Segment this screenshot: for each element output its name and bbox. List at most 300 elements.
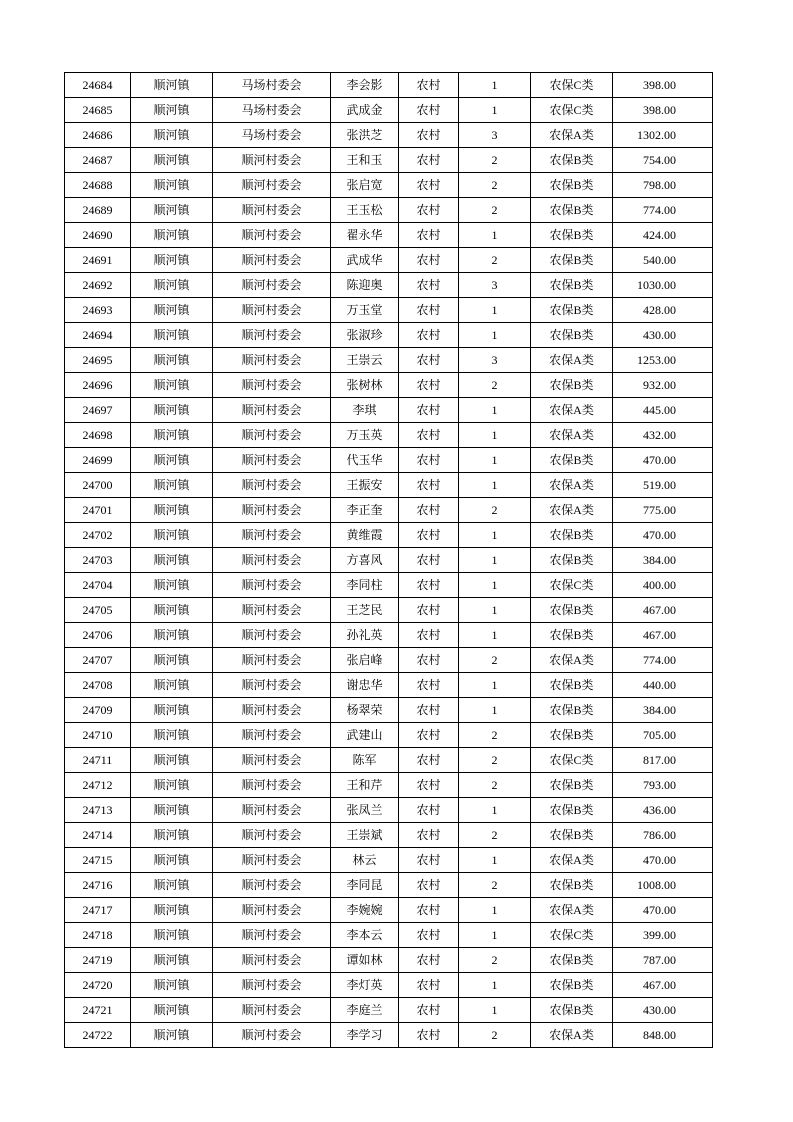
cell-serial-number: 24685 — [65, 98, 131, 123]
cell-town: 顺河镇 — [131, 123, 213, 148]
table-row — [65, 698, 713, 723]
table-row — [65, 798, 713, 823]
cell-town: 顺河镇 — [131, 823, 213, 848]
cell-village-committee: 马场村委会 — [213, 123, 331, 148]
cell-amount: 540.00 — [613, 248, 713, 273]
cell-village-committee: 顺河村委会 — [213, 323, 331, 348]
cell-serial-number: 24703 — [65, 548, 131, 573]
table-row — [65, 1023, 713, 1048]
cell-amount: 519.00 — [613, 473, 713, 498]
cell-person-count: 3 — [459, 123, 531, 148]
cell-serial-number: 24708 — [65, 673, 131, 698]
cell-household-type: 农村 — [399, 973, 459, 998]
table-row — [65, 998, 713, 1023]
cell-person-count: 1 — [459, 548, 531, 573]
cell-serial-number: 24699 — [65, 448, 131, 473]
cell-village-committee: 顺河村委会 — [213, 223, 331, 248]
cell-person-count: 1 — [459, 73, 531, 98]
cell-village-committee: 顺河村委会 — [213, 998, 331, 1023]
cell-town: 顺河镇 — [131, 248, 213, 273]
cell-insurance-category: 农保C类 — [531, 923, 613, 948]
cell-person-name: 林云 — [331, 848, 399, 873]
cell-town: 顺河镇 — [131, 198, 213, 223]
table-row — [65, 873, 713, 898]
table-row — [65, 848, 713, 873]
cell-household-type: 农村 — [399, 273, 459, 298]
cell-serial-number: 24718 — [65, 923, 131, 948]
cell-household-type: 农村 — [399, 1023, 459, 1048]
cell-insurance-category: 农保B类 — [531, 973, 613, 998]
cell-serial-number: 24691 — [65, 248, 131, 273]
cell-person-count: 1 — [459, 623, 531, 648]
cell-village-committee: 顺河村委会 — [213, 148, 331, 173]
cell-village-committee: 顺河村委会 — [213, 898, 331, 923]
cell-amount: 787.00 — [613, 948, 713, 973]
table-row — [65, 473, 713, 498]
cell-serial-number: 24709 — [65, 698, 131, 723]
cell-insurance-category: 农保A类 — [531, 498, 613, 523]
cell-town: 顺河镇 — [131, 898, 213, 923]
table-row — [65, 448, 713, 473]
cell-serial-number: 24698 — [65, 423, 131, 448]
cell-person-count: 1 — [459, 973, 531, 998]
cell-person-name: 张凤兰 — [331, 798, 399, 823]
cell-household-type: 农村 — [399, 298, 459, 323]
cell-person-name: 张洪芝 — [331, 123, 399, 148]
cell-serial-number: 24692 — [65, 273, 131, 298]
cell-village-committee: 顺河村委会 — [213, 473, 331, 498]
table-row — [65, 673, 713, 698]
cell-person-name: 张启宽 — [331, 173, 399, 198]
cell-amount: 430.00 — [613, 323, 713, 348]
table-row — [65, 73, 713, 98]
cell-village-committee: 顺河村委会 — [213, 273, 331, 298]
cell-person-name: 武建山 — [331, 723, 399, 748]
cell-household-type: 农村 — [399, 898, 459, 923]
cell-person-name: 万玉英 — [331, 423, 399, 448]
cell-village-committee: 顺河村委会 — [213, 748, 331, 773]
cell-insurance-category: 农保B类 — [531, 623, 613, 648]
cell-insurance-category: 农保B类 — [531, 598, 613, 623]
cell-person-name: 谭如林 — [331, 948, 399, 973]
cell-person-count: 1 — [459, 398, 531, 423]
cell-town: 顺河镇 — [131, 298, 213, 323]
cell-serial-number: 24717 — [65, 898, 131, 923]
cell-town: 顺河镇 — [131, 723, 213, 748]
cell-town: 顺河镇 — [131, 73, 213, 98]
cell-serial-number: 24684 — [65, 73, 131, 98]
cell-town: 顺河镇 — [131, 473, 213, 498]
cell-household-type: 农村 — [399, 823, 459, 848]
cell-amount: 470.00 — [613, 523, 713, 548]
cell-amount: 470.00 — [613, 898, 713, 923]
cell-insurance-category: 农保B类 — [531, 523, 613, 548]
cell-person-count: 2 — [459, 498, 531, 523]
cell-household-type: 农村 — [399, 773, 459, 798]
cell-person-count: 1 — [459, 423, 531, 448]
table-row — [65, 98, 713, 123]
cell-town: 顺河镇 — [131, 98, 213, 123]
table-row — [65, 123, 713, 148]
cell-serial-number: 24702 — [65, 523, 131, 548]
cell-insurance-category: 农保A类 — [531, 348, 613, 373]
cell-person-name: 陈军 — [331, 748, 399, 773]
cell-serial-number: 24697 — [65, 398, 131, 423]
cell-town: 顺河镇 — [131, 923, 213, 948]
cell-household-type: 农村 — [399, 723, 459, 748]
cell-household-type: 农村 — [399, 223, 459, 248]
cell-amount: 1030.00 — [613, 273, 713, 298]
cell-person-count: 1 — [459, 698, 531, 723]
cell-person-count: 2 — [459, 198, 531, 223]
table-row — [65, 973, 713, 998]
table-row — [65, 273, 713, 298]
cell-amount: 398.00 — [613, 98, 713, 123]
cell-household-type: 农村 — [399, 648, 459, 673]
cell-person-name: 张启峰 — [331, 648, 399, 673]
cell-person-name: 李婉婉 — [331, 898, 399, 923]
cell-town: 顺河镇 — [131, 173, 213, 198]
cell-village-committee: 顺河村委会 — [213, 648, 331, 673]
cell-person-count: 1 — [459, 798, 531, 823]
cell-town: 顺河镇 — [131, 148, 213, 173]
table-row — [65, 723, 713, 748]
cell-serial-number: 24687 — [65, 148, 131, 173]
cell-household-type: 农村 — [399, 523, 459, 548]
cell-insurance-category: 农保B类 — [531, 248, 613, 273]
cell-amount: 467.00 — [613, 623, 713, 648]
cell-insurance-category: 农保B类 — [531, 173, 613, 198]
cell-person-name: 谢忠华 — [331, 673, 399, 698]
cell-insurance-category: 农保A类 — [531, 423, 613, 448]
table-row — [65, 623, 713, 648]
cell-serial-number: 24711 — [65, 748, 131, 773]
cell-town: 顺河镇 — [131, 373, 213, 398]
cell-village-committee: 顺河村委会 — [213, 348, 331, 373]
cell-town: 顺河镇 — [131, 398, 213, 423]
cell-household-type: 农村 — [399, 73, 459, 98]
cell-household-type: 农村 — [399, 573, 459, 598]
cell-amount: 793.00 — [613, 773, 713, 798]
cell-amount: 786.00 — [613, 823, 713, 848]
cell-village-committee: 顺河村委会 — [213, 598, 331, 623]
cell-serial-number: 24722 — [65, 1023, 131, 1048]
cell-person-count: 1 — [459, 598, 531, 623]
cell-household-type: 农村 — [399, 848, 459, 873]
cell-amount: 798.00 — [613, 173, 713, 198]
cell-amount: 1008.00 — [613, 873, 713, 898]
cell-insurance-category: 农保A类 — [531, 848, 613, 873]
cell-household-type: 农村 — [399, 173, 459, 198]
cell-person-count: 2 — [459, 1023, 531, 1048]
cell-amount: 432.00 — [613, 423, 713, 448]
table-row — [65, 648, 713, 673]
cell-person-name: 李同柱 — [331, 573, 399, 598]
cell-household-type: 农村 — [399, 923, 459, 948]
cell-person-count: 2 — [459, 948, 531, 973]
cell-household-type: 农村 — [399, 398, 459, 423]
cell-person-name: 王崇斌 — [331, 823, 399, 848]
cell-insurance-category: 农保A类 — [531, 898, 613, 923]
cell-person-name: 李会影 — [331, 73, 399, 98]
cell-serial-number: 24690 — [65, 223, 131, 248]
cell-household-type: 农村 — [399, 123, 459, 148]
cell-amount: 424.00 — [613, 223, 713, 248]
cell-person-count: 1 — [459, 923, 531, 948]
cell-person-count: 3 — [459, 273, 531, 298]
cell-person-count: 1 — [459, 323, 531, 348]
cell-household-type: 农村 — [399, 248, 459, 273]
cell-person-name: 王芝民 — [331, 598, 399, 623]
cell-town: 顺河镇 — [131, 873, 213, 898]
cell-village-committee: 顺河村委会 — [213, 623, 331, 648]
cell-person-name: 李学习 — [331, 1023, 399, 1048]
cell-village-committee: 顺河村委会 — [213, 973, 331, 998]
cell-town: 顺河镇 — [131, 598, 213, 623]
table-row — [65, 223, 713, 248]
cell-person-name: 王和芹 — [331, 773, 399, 798]
cell-serial-number: 24696 — [65, 373, 131, 398]
cell-amount: 440.00 — [613, 673, 713, 698]
table-row — [65, 748, 713, 773]
cell-serial-number: 24713 — [65, 798, 131, 823]
cell-household-type: 农村 — [399, 98, 459, 123]
table-row — [65, 248, 713, 273]
cell-amount: 754.00 — [613, 148, 713, 173]
cell-town: 顺河镇 — [131, 423, 213, 448]
cell-town: 顺河镇 — [131, 498, 213, 523]
cell-village-committee: 顺河村委会 — [213, 823, 331, 848]
cell-insurance-category: 农保A类 — [531, 398, 613, 423]
cell-amount: 932.00 — [613, 373, 713, 398]
cell-person-count: 2 — [459, 823, 531, 848]
cell-town: 顺河镇 — [131, 523, 213, 548]
cell-amount: 399.00 — [613, 923, 713, 948]
cell-insurance-category: 农保A类 — [531, 473, 613, 498]
cell-serial-number: 24693 — [65, 298, 131, 323]
cell-amount: 470.00 — [613, 848, 713, 873]
cell-village-committee: 顺河村委会 — [213, 373, 331, 398]
cell-person-name: 代玉华 — [331, 448, 399, 473]
cell-person-name: 李琪 — [331, 398, 399, 423]
cell-person-count: 1 — [459, 448, 531, 473]
cell-town: 顺河镇 — [131, 673, 213, 698]
cell-insurance-category: 农保B类 — [531, 198, 613, 223]
cell-person-count: 1 — [459, 523, 531, 548]
cell-person-name: 王玉松 — [331, 198, 399, 223]
cell-household-type: 农村 — [399, 873, 459, 898]
cell-amount: 775.00 — [613, 498, 713, 523]
cell-serial-number: 24720 — [65, 973, 131, 998]
cell-household-type: 农村 — [399, 948, 459, 973]
cell-amount: 384.00 — [613, 698, 713, 723]
cell-amount: 445.00 — [613, 398, 713, 423]
cell-insurance-category: 农保B类 — [531, 773, 613, 798]
table-row — [65, 398, 713, 423]
cell-village-committee: 顺河村委会 — [213, 398, 331, 423]
cell-village-committee: 顺河村委会 — [213, 673, 331, 698]
cell-person-name: 王崇云 — [331, 348, 399, 373]
cell-household-type: 农村 — [399, 623, 459, 648]
cell-village-committee: 顺河村委会 — [213, 298, 331, 323]
cell-person-count: 1 — [459, 298, 531, 323]
cell-town: 顺河镇 — [131, 573, 213, 598]
cell-serial-number: 24712 — [65, 773, 131, 798]
cell-village-committee: 顺河村委会 — [213, 423, 331, 448]
cell-person-count: 1 — [459, 998, 531, 1023]
cell-person-name: 李本云 — [331, 923, 399, 948]
cell-household-type: 农村 — [399, 998, 459, 1023]
cell-amount: 436.00 — [613, 798, 713, 823]
cell-insurance-category: 农保B类 — [531, 698, 613, 723]
cell-town: 顺河镇 — [131, 948, 213, 973]
cell-amount: 398.00 — [613, 73, 713, 98]
cell-insurance-category: 农保C类 — [531, 98, 613, 123]
cell-serial-number: 24719 — [65, 948, 131, 973]
cell-household-type: 农村 — [399, 748, 459, 773]
table-row — [65, 548, 713, 573]
cell-village-committee: 顺河村委会 — [213, 498, 331, 523]
cell-household-type: 农村 — [399, 798, 459, 823]
cell-person-count: 3 — [459, 348, 531, 373]
cell-insurance-category: 农保B类 — [531, 823, 613, 848]
cell-person-name: 王振安 — [331, 473, 399, 498]
cell-village-committee: 顺河村委会 — [213, 848, 331, 873]
cell-person-count: 1 — [459, 223, 531, 248]
cell-person-name: 杨翠荣 — [331, 698, 399, 723]
cell-household-type: 农村 — [399, 448, 459, 473]
cell-person-name: 李同昆 — [331, 873, 399, 898]
cell-insurance-category: 农保A类 — [531, 1023, 613, 1048]
table-row — [65, 373, 713, 398]
cell-person-count: 2 — [459, 173, 531, 198]
cell-household-type: 农村 — [399, 423, 459, 448]
cell-person-name: 黄维霞 — [331, 523, 399, 548]
cell-serial-number: 24700 — [65, 473, 131, 498]
table-row — [65, 573, 713, 598]
cell-insurance-category: 农保B类 — [531, 223, 613, 248]
cell-person-name: 张树林 — [331, 373, 399, 398]
cell-serial-number: 24707 — [65, 648, 131, 673]
cell-person-count: 1 — [459, 473, 531, 498]
cell-person-name: 陈迎奥 — [331, 273, 399, 298]
cell-insurance-category: 农保B类 — [531, 673, 613, 698]
cell-amount: 384.00 — [613, 548, 713, 573]
cell-town: 顺河镇 — [131, 448, 213, 473]
cell-village-committee: 顺河村委会 — [213, 1023, 331, 1048]
cell-village-committee: 顺河村委会 — [213, 523, 331, 548]
table-body — [65, 73, 713, 1048]
cell-person-count: 2 — [459, 748, 531, 773]
cell-person-count: 1 — [459, 573, 531, 598]
cell-town: 顺河镇 — [131, 648, 213, 673]
cell-person-name: 武成金 — [331, 98, 399, 123]
cell-household-type: 农村 — [399, 698, 459, 723]
cell-insurance-category: 农保B类 — [531, 798, 613, 823]
cell-serial-number: 24704 — [65, 573, 131, 598]
cell-person-name: 李正奎 — [331, 498, 399, 523]
cell-amount: 1253.00 — [613, 348, 713, 373]
cell-person-name: 武成华 — [331, 248, 399, 273]
cell-village-committee: 马场村委会 — [213, 98, 331, 123]
cell-person-name: 翟永华 — [331, 223, 399, 248]
cell-household-type: 农村 — [399, 148, 459, 173]
cell-person-count: 2 — [459, 873, 531, 898]
cell-village-committee: 顺河村委会 — [213, 548, 331, 573]
cell-amount: 428.00 — [613, 298, 713, 323]
cell-village-committee: 顺河村委会 — [213, 173, 331, 198]
cell-serial-number: 24715 — [65, 848, 131, 873]
cell-insurance-category: 农保B类 — [531, 323, 613, 348]
cell-village-committee: 顺河村委会 — [213, 923, 331, 948]
table-row — [65, 323, 713, 348]
data-table — [64, 72, 713, 1048]
table-row — [65, 898, 713, 923]
cell-village-committee: 顺河村委会 — [213, 448, 331, 473]
table-row — [65, 198, 713, 223]
cell-amount: 430.00 — [613, 998, 713, 1023]
cell-amount: 1302.00 — [613, 123, 713, 148]
cell-insurance-category: 农保B类 — [531, 723, 613, 748]
cell-insurance-category: 农保B类 — [531, 998, 613, 1023]
cell-village-committee: 顺河村委会 — [213, 723, 331, 748]
cell-village-committee: 顺河村委会 — [213, 248, 331, 273]
table-row — [65, 148, 713, 173]
table-row — [65, 823, 713, 848]
cell-village-committee: 马场村委会 — [213, 73, 331, 98]
table-row — [65, 173, 713, 198]
cell-person-name: 张淑珍 — [331, 323, 399, 348]
table-row — [65, 423, 713, 448]
cell-town: 顺河镇 — [131, 548, 213, 573]
table-row — [65, 523, 713, 548]
cell-serial-number: 24714 — [65, 823, 131, 848]
cell-person-name: 王和玉 — [331, 148, 399, 173]
cell-insurance-category: 农保B类 — [531, 948, 613, 973]
cell-village-committee: 顺河村委会 — [213, 873, 331, 898]
cell-town: 顺河镇 — [131, 273, 213, 298]
cell-village-committee: 顺河村委会 — [213, 798, 331, 823]
cell-person-count: 2 — [459, 248, 531, 273]
cell-insurance-category: 农保B类 — [531, 373, 613, 398]
cell-amount: 848.00 — [613, 1023, 713, 1048]
cell-town: 顺河镇 — [131, 848, 213, 873]
cell-household-type: 农村 — [399, 548, 459, 573]
cell-town: 顺河镇 — [131, 223, 213, 248]
cell-serial-number: 24695 — [65, 348, 131, 373]
cell-person-count: 2 — [459, 148, 531, 173]
cell-amount: 400.00 — [613, 573, 713, 598]
cell-insurance-category: 农保B类 — [531, 148, 613, 173]
cell-person-count: 2 — [459, 648, 531, 673]
cell-serial-number: 24688 — [65, 173, 131, 198]
cell-person-name: 孙礼英 — [331, 623, 399, 648]
cell-serial-number: 24701 — [65, 498, 131, 523]
cell-insurance-category: 农保C类 — [531, 573, 613, 598]
cell-insurance-category: 农保B类 — [531, 448, 613, 473]
cell-person-name: 方喜风 — [331, 548, 399, 573]
cell-insurance-category: 农保B类 — [531, 873, 613, 898]
cell-village-committee: 顺河村委会 — [213, 948, 331, 973]
cell-serial-number: 24689 — [65, 198, 131, 223]
cell-town: 顺河镇 — [131, 348, 213, 373]
cell-amount: 467.00 — [613, 598, 713, 623]
cell-serial-number: 24710 — [65, 723, 131, 748]
cell-serial-number: 24686 — [65, 123, 131, 148]
cell-insurance-category: 农保A类 — [531, 123, 613, 148]
cell-town: 顺河镇 — [131, 748, 213, 773]
cell-town: 顺河镇 — [131, 623, 213, 648]
